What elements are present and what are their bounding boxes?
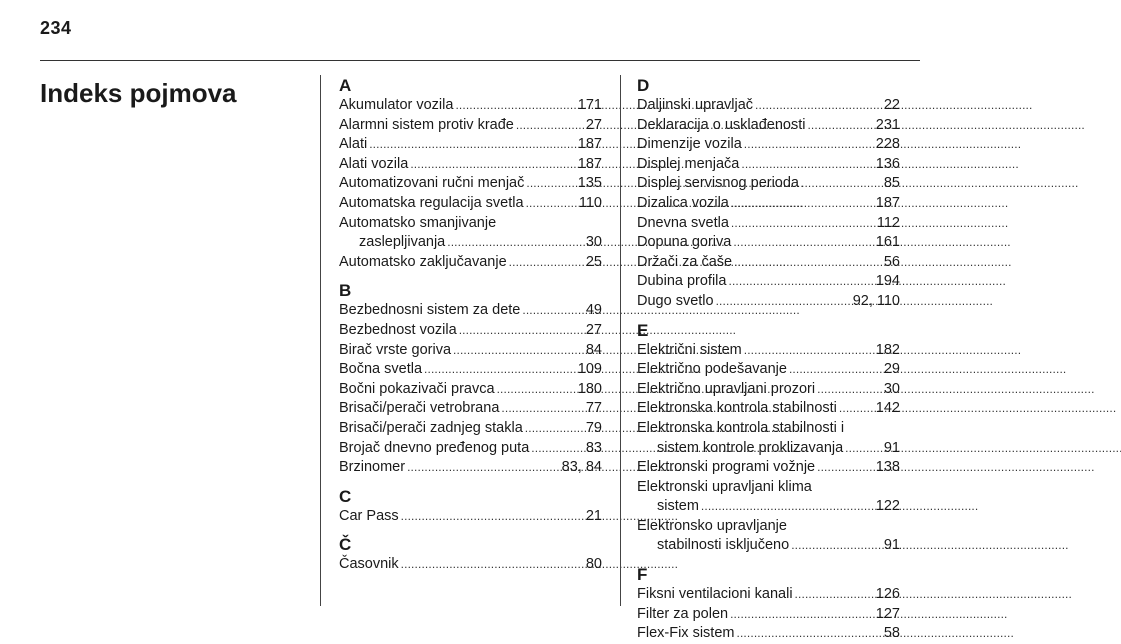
entry-label: sistem kontrole proklizavanja (657, 439, 844, 456)
index-entry[interactable] (339, 155, 602, 175)
index-entry[interactable] (637, 174, 900, 194)
index-entry[interactable] (637, 478, 900, 498)
entry-page: 49 (585, 302, 602, 319)
entry-page: 22 (883, 97, 900, 113)
entry-label: Dizalica vozila (637, 194, 729, 211)
dot-leader (733, 233, 873, 253)
entry-label: Elektronski programi vožnje (637, 459, 816, 476)
dot-leader (424, 360, 576, 380)
dot-leader (407, 458, 560, 478)
index-section (637, 565, 900, 644)
section-letter: A (339, 76, 352, 95)
index-entry[interactable] (637, 536, 900, 556)
dot-leader (509, 253, 584, 273)
dot-leader (501, 399, 583, 419)
entry-page: 30 (883, 380, 900, 397)
index-section (339, 76, 602, 272)
page-number: 234 (40, 18, 72, 38)
entry-page: 126 (875, 586, 900, 603)
entry-label: Akumulator vozila (339, 97, 454, 113)
index-entry[interactable] (339, 194, 602, 214)
index-entry[interactable] (339, 214, 602, 234)
dot-leader (526, 174, 575, 194)
dot-leader (801, 174, 882, 194)
dot-leader (526, 194, 577, 214)
dot-leader (531, 439, 584, 459)
section-letter: F (637, 565, 648, 585)
index-entry[interactable] (339, 380, 602, 400)
entry-page: 180 (577, 380, 602, 397)
entry-page: 83, 84 (561, 459, 602, 476)
entry-label: Brojač dnevno pređenog puta (339, 439, 530, 456)
dot-leader (744, 341, 874, 361)
index-section (637, 76, 900, 312)
entry-label: Daljinski upravljač (637, 97, 754, 113)
dot-leader (447, 233, 584, 253)
dot-leader (369, 135, 576, 155)
index-entry[interactable] (339, 439, 602, 459)
index-entry[interactable] (637, 458, 900, 478)
dot-leader (755, 96, 882, 116)
header-rule (40, 60, 920, 61)
dot-leader (817, 380, 882, 400)
dot-leader (497, 380, 576, 400)
dot-leader (839, 399, 874, 419)
index-entry[interactable] (637, 399, 900, 419)
entry-label: stabilnosti isključeno (657, 537, 790, 554)
entry-page: 110 (578, 194, 602, 211)
entry-page: 127 (875, 605, 900, 622)
entry-label: Dugo svetlo (637, 292, 714, 309)
entry-label: Alati (339, 136, 368, 153)
dot-leader (525, 419, 584, 439)
index-column-1 (339, 76, 602, 575)
entry-page: 84 (585, 341, 602, 358)
index-entry[interactable] (339, 419, 602, 439)
dot-leader (741, 155, 873, 175)
entry-page: 30 (585, 234, 602, 251)
entry-label: Elektronsko upravljanje (637, 517, 787, 534)
column-divider-left (320, 75, 321, 606)
index-entry[interactable] (339, 253, 602, 273)
index-entry[interactable] (637, 605, 900, 625)
index-entry[interactable] (637, 624, 900, 644)
entry-label: Električno upravljani prozori (637, 380, 816, 397)
column-divider-right (620, 75, 621, 606)
entry-label: Električni sistem (637, 341, 742, 358)
entry-label: Displej menjača (637, 155, 740, 172)
dot-leader (845, 439, 882, 459)
dot-leader (744, 135, 874, 155)
index-entry[interactable] (637, 253, 900, 273)
entry-label: Bočni pokazivači pravca (339, 380, 495, 397)
entry-page: 182 (875, 341, 900, 358)
dot-leader (516, 116, 584, 136)
dot-leader (789, 360, 882, 380)
index-entry[interactable] (339, 555, 602, 575)
entry-label: Bezbednosni sistem za dete (339, 302, 521, 319)
index-entry[interactable] (339, 174, 602, 194)
section-letter: B (339, 281, 352, 301)
entry-label: Elektronska kontrola stabilnosti i (637, 419, 845, 436)
section-letter: E (637, 320, 649, 340)
index-entry[interactable] (339, 301, 602, 321)
entry-label: Car Pass (339, 507, 399, 524)
index-entry[interactable] (637, 439, 900, 459)
entry-label: Elektronski upravljani klima (637, 478, 812, 495)
entry-label: Automatsko smanjivanje (339, 214, 497, 231)
index-entry[interactable] (637, 116, 900, 136)
entry-page: 122 (875, 498, 900, 515)
entry-page: 58 (883, 625, 900, 642)
dot-leader (807, 116, 873, 136)
dot-leader (455, 96, 575, 116)
dot-leader (795, 585, 874, 605)
index-entry[interactable] (339, 458, 602, 478)
index-entry[interactable] (637, 585, 900, 605)
index-section (339, 281, 602, 477)
entry-page: 79 (585, 419, 602, 436)
index-entry[interactable] (339, 341, 602, 361)
index-section (339, 535, 602, 575)
entry-page: 92, 110 (852, 292, 900, 309)
entry-page: 187 (577, 136, 602, 153)
entry-page: 27 (585, 321, 602, 338)
entry-page: 109 (577, 361, 602, 378)
index-column-2 (637, 76, 900, 644)
entry-label: Alati vozila (339, 155, 409, 172)
entry-label: Dopuna goriva (637, 234, 732, 251)
entry-label: Birač vrste goriva (339, 341, 452, 358)
entry-page: 142 (875, 400, 900, 417)
entry-label: Alarmni sistem protiv krađe (339, 116, 514, 133)
index-entry[interactable] (637, 194, 900, 214)
index-entry[interactable] (339, 507, 602, 527)
entry-label: Bezbednost vozila (339, 321, 457, 338)
dot-leader (734, 253, 882, 273)
entry-label: Elektronska kontrola stabilnosti (637, 400, 837, 417)
dot-leader (453, 341, 584, 361)
entry-page: 85 (883, 175, 900, 192)
entry-page: 135 (577, 175, 602, 192)
entry-label: Bočna svetla (339, 361, 423, 378)
index-entry[interactable] (637, 419, 900, 439)
entry-label: Držači za čaše (637, 253, 733, 270)
entry-label: Filter za polen (637, 605, 729, 622)
entry-label: sistem (657, 498, 699, 515)
entry-page: 112 (876, 214, 900, 231)
index-entry[interactable] (637, 272, 900, 292)
entry-page: 91 (883, 537, 900, 554)
entry-page: 136 (875, 155, 900, 172)
entry-label: Dimenzije vozila (637, 136, 742, 153)
section-letter: D (637, 76, 650, 95)
entry-page: 29 (883, 361, 900, 378)
index-title: Indeks pojmova (40, 78, 237, 108)
entry-page: 171 (577, 97, 602, 113)
index-entry[interactable] (637, 233, 900, 253)
dot-leader (731, 214, 875, 234)
dot-leader (401, 555, 584, 575)
index-entry[interactable] (339, 360, 602, 380)
dot-leader (731, 194, 874, 214)
entry-label: zaslepljivanja (359, 234, 446, 251)
index-entry[interactable] (637, 517, 900, 537)
entry-page: 187 (577, 155, 602, 172)
dot-leader (817, 458, 874, 478)
index-section (637, 321, 900, 557)
entry-page: 228 (875, 136, 900, 153)
index-entry[interactable] (637, 341, 900, 361)
dot-leader (410, 155, 575, 175)
dot-leader (701, 497, 874, 517)
section-letter: C (339, 486, 352, 506)
entry-label: Časovnik (339, 556, 399, 573)
index-entry[interactable] (339, 96, 602, 116)
entry-label: Električno podešavanje (637, 361, 787, 378)
entry-label: Automatizovani ručni menjač (339, 175, 525, 192)
entry-page: 161 (875, 234, 900, 251)
entry-page: 80 (585, 556, 602, 573)
index-entry[interactable] (637, 497, 900, 517)
dot-leader (728, 272, 873, 292)
index-entry[interactable] (339, 321, 602, 341)
dot-leader (736, 624, 881, 644)
index-entry[interactable] (637, 155, 900, 175)
index-entry[interactable] (339, 135, 602, 155)
dot-leader (730, 605, 874, 625)
entry-label: Brisači/perači vetrobrana (339, 400, 500, 417)
entry-label: Automatska regulacija svetla (339, 194, 524, 211)
index-entry[interactable] (339, 233, 602, 253)
index-entry[interactable] (339, 116, 602, 136)
entry-label: Dubina profila (637, 273, 727, 290)
dot-leader (791, 536, 882, 556)
index-section (339, 487, 602, 527)
dot-leader (522, 301, 584, 321)
index-entry[interactable] (637, 360, 900, 380)
entry-page: 27 (585, 116, 602, 133)
entry-page: 77 (585, 400, 602, 417)
dot-leader (716, 292, 851, 312)
entry-page: 83 (585, 439, 602, 456)
entry-label: Deklaracija o usklađenosti (637, 116, 806, 133)
entry-label: Brisači/perači zadnjeg stakla (339, 419, 523, 436)
index-entry[interactable] (637, 135, 900, 155)
index-entry[interactable] (339, 399, 602, 419)
dot-leader (459, 321, 584, 341)
index-entry[interactable] (637, 214, 900, 234)
index-entry[interactable] (637, 292, 900, 312)
section-letter: Č (339, 535, 352, 555)
index-entry[interactable] (637, 96, 900, 116)
entry-label: Flex-Fix sistem (637, 625, 735, 642)
entry-page: 56 (883, 253, 900, 270)
entry-page: 187 (875, 194, 900, 211)
entry-page: 25 (585, 253, 602, 270)
index-entry[interactable] (637, 380, 900, 400)
entry-page: 21 (585, 507, 602, 524)
dot-leader (401, 507, 584, 527)
entry-page: 138 (875, 459, 900, 476)
entry-label: Automatsko zaključavanje (339, 253, 507, 270)
entry-page: 91 (883, 439, 900, 456)
entry-label: Displej servisnog perioda (637, 175, 799, 192)
entry-label: Brzinomer (339, 459, 406, 476)
entry-label: Fiksni ventilacioni kanali (637, 586, 793, 603)
entry-page: 194 (875, 273, 900, 290)
entry-page: 231 (875, 116, 900, 133)
entry-label: Dnevna svetla (637, 214, 729, 231)
